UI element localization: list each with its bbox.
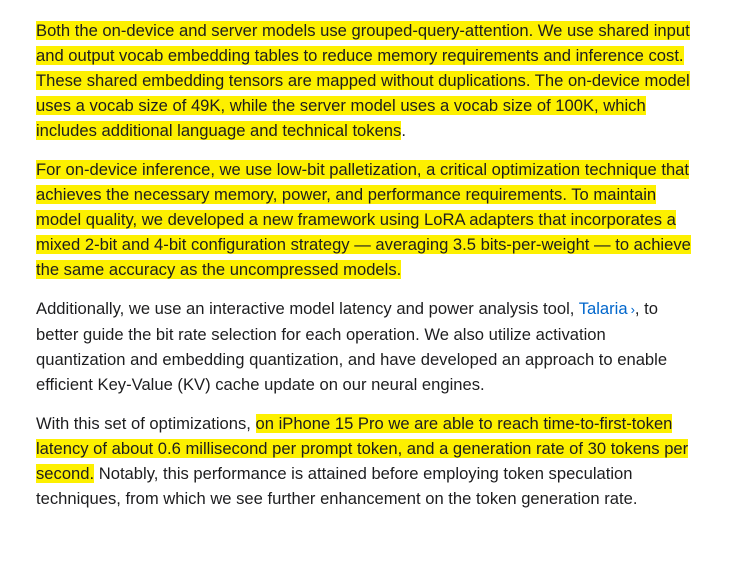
- paragraph-text: , to better guide the bit rate selection for each operation. We also utilize activation quantization and embedding quantization, and have developed an approach to enable efficient Key-Value (KV) cache update on our neural engines.: [36, 299, 668, 394]
- paragraph-attention-embeddings: [36, 18, 696, 143]
- paragraph-palletization: [36, 157, 696, 282]
- highlighted-text: Both the on-device and server models use grouped-query-attention. We use shared input and output vocab embedding tables to reduce memory requirements and inference cost. These shared embedding tensors are mapped without duplications. The on-device model uses a vocab size of 49K, while the server model uses a vocab size of 100K, which includes additional language and technical tokens: [36, 21, 690, 140]
- paragraph-talaria: [36, 296, 696, 397]
- paragraph-text: .: [401, 121, 406, 140]
- highlighted-text: For on-device inference, we use low-bit palletization, a critical optimization technique that achieves the necessary memory, power, and performance requirements. To maintain model quality, we developed a new framework using LoRA adapters that incorporates a mixed 2-bit and 4-bit configuration strategy — averaging 3.5 bits-per-weight — to achieve the same accuracy as the uncompressed models.: [36, 160, 691, 279]
- paragraph-text: Additionally, we use an interactive model latency and power analysis tool,: [36, 299, 579, 318]
- talaria-link-label: Talaria: [578, 299, 628, 318]
- paragraph-text: With this set of optimizations,: [36, 414, 256, 433]
- paragraph-performance: [36, 411, 696, 511]
- chevron-right-icon: ›: [630, 302, 635, 317]
- paragraph-text: Notably, this performance is attained before employing token speculation techniques, from which we see further enhancement on the token generation rate.: [36, 464, 638, 508]
- highlighted-text: on iPhone 15 Pro we are able to reach time-to-first-token latency of about 0.6 millisecond per prompt token, and a generation rate of 30 tokens per second.: [36, 414, 689, 483]
- talaria-link[interactable]: [579, 299, 635, 318]
- article-body: [36, 18, 696, 525]
